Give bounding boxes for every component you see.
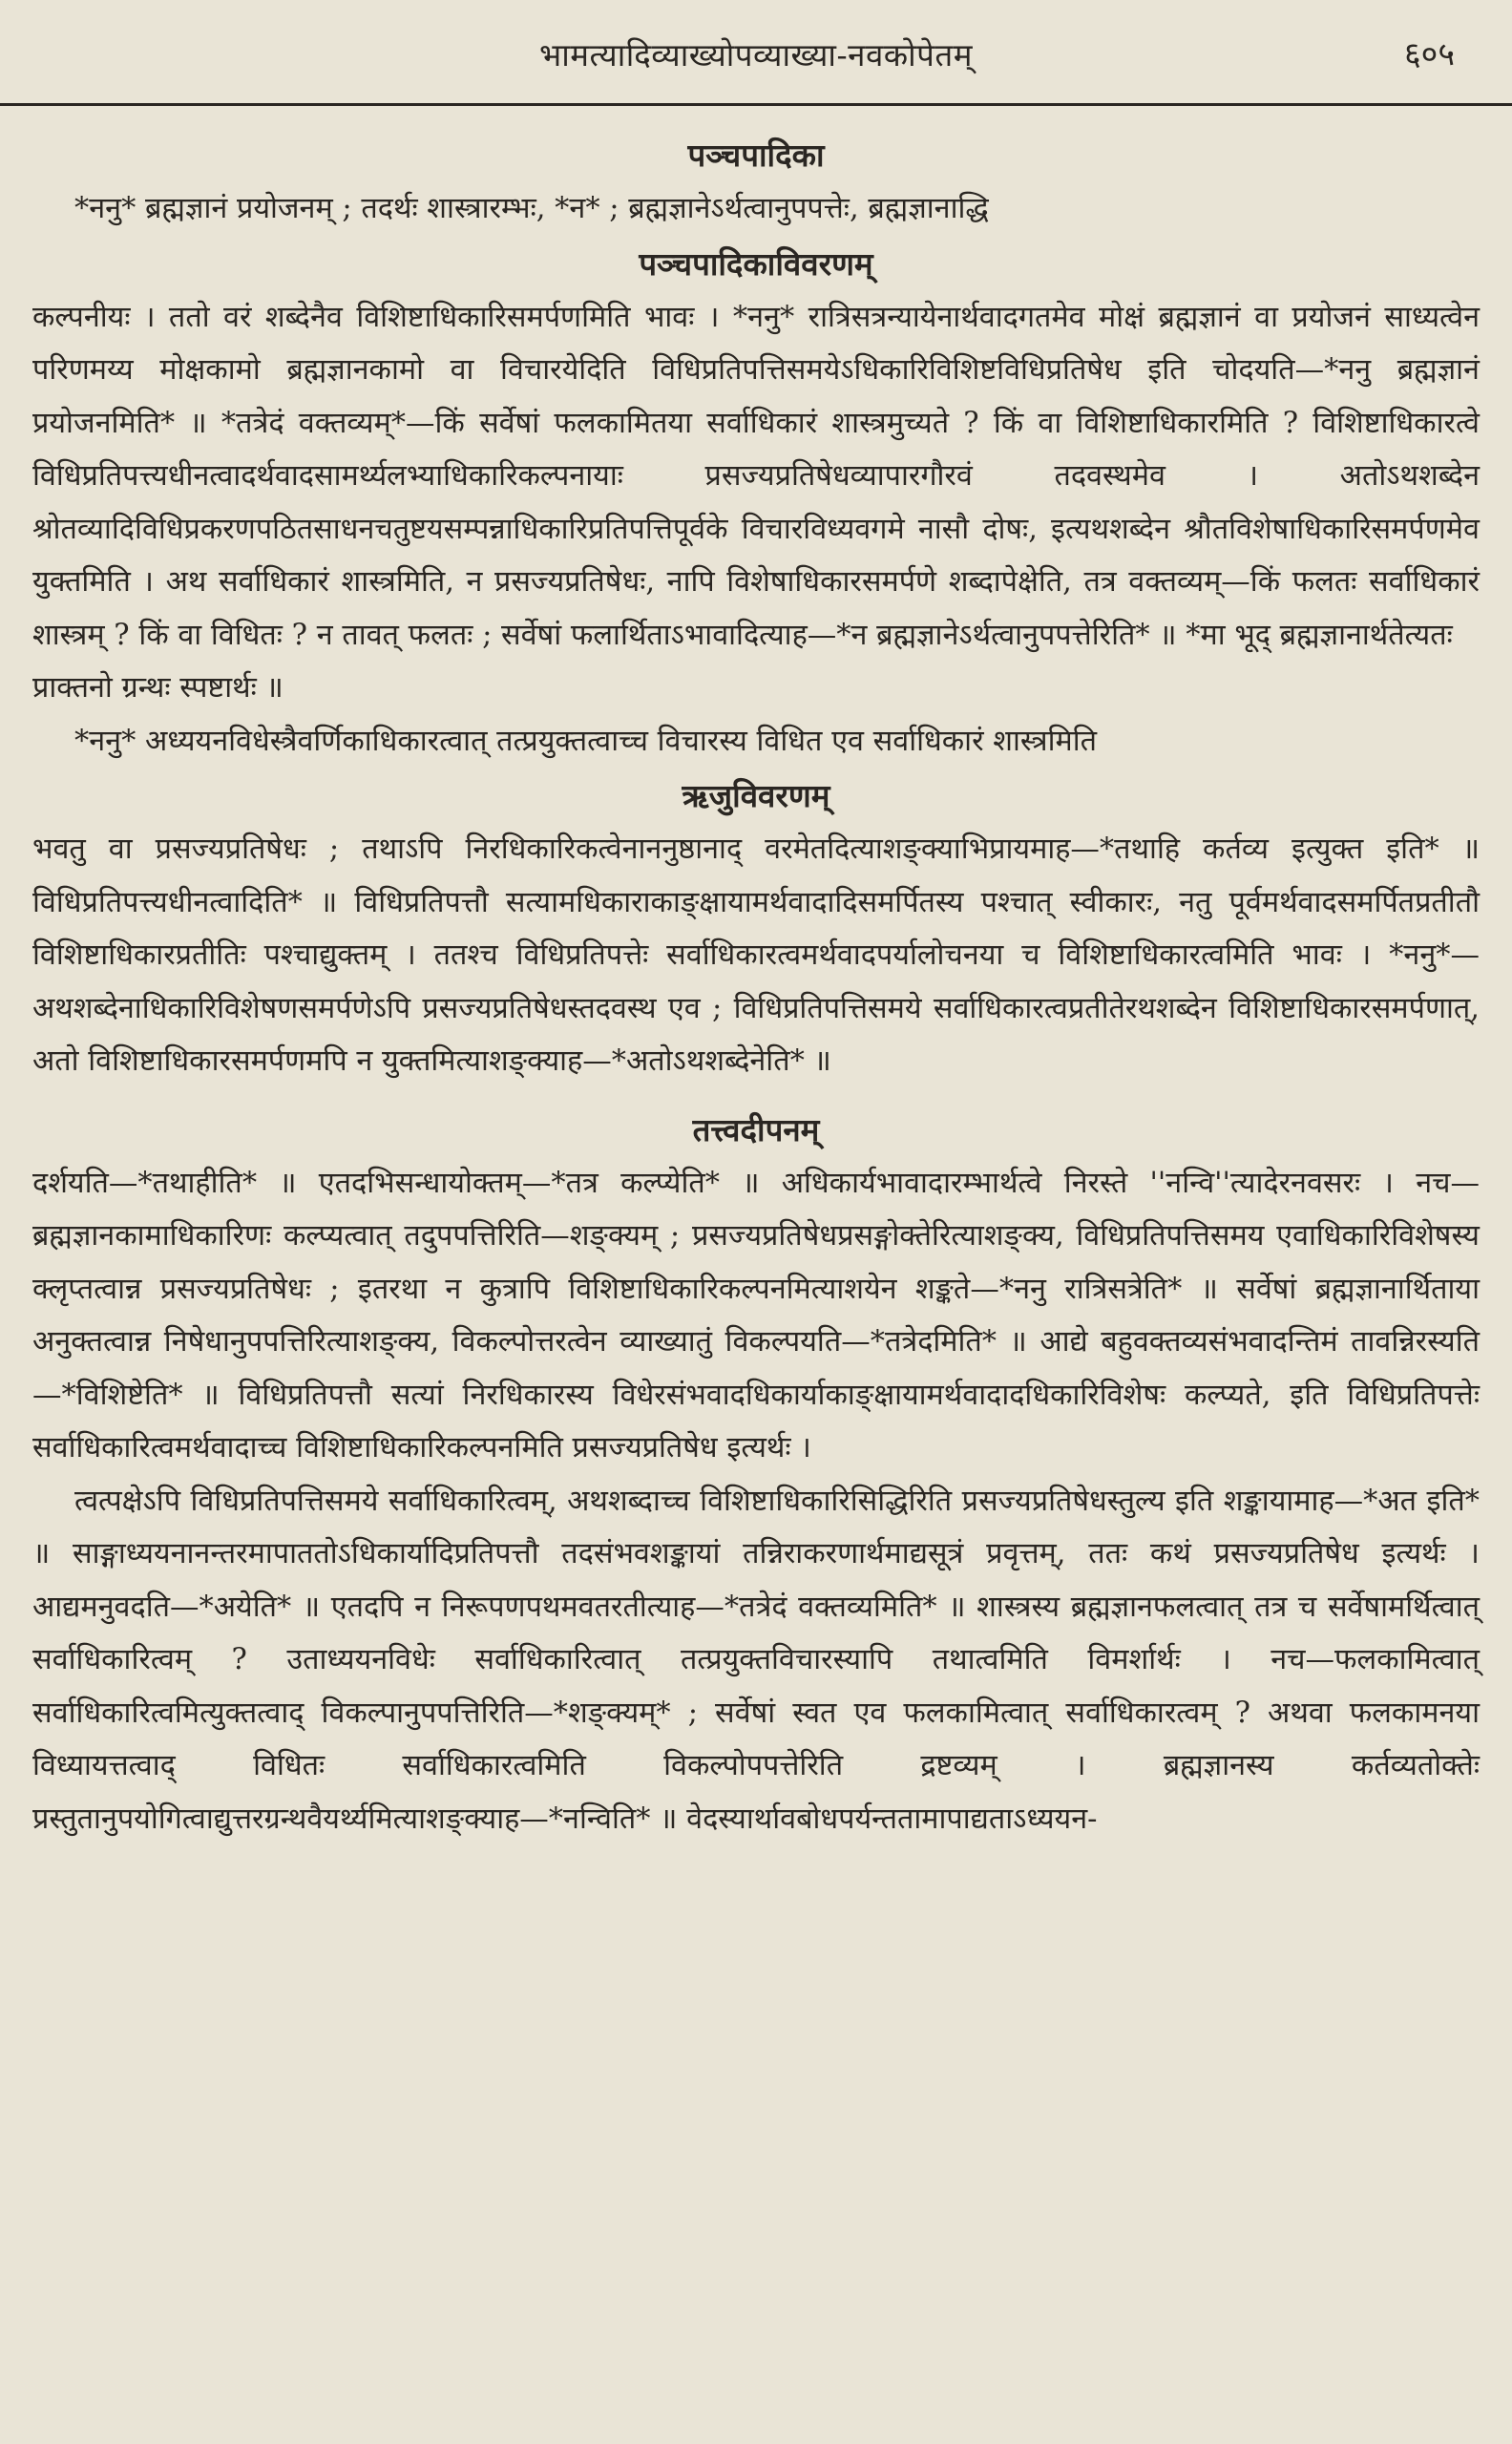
running-header xyxy=(31,27,1481,84)
tattvadipana-paragraph-1: दर्शयति—*तथाहीति* ॥ एतदभिसन्धायोक्तम्—*तत्र कल्प्येति* ॥ अधिकार्यभावादारम्भार्थत्वे निरस्ते ''नन्वि''त्यादेरनवसरः । नच—ब्रह्मज्ञानकामाधिकारिणः कल्प्यत्वात् तदुपपत्तिरिति—शङ्क्यम् ; प्रसज्यप्रतिषेधप्रसङ्गोक्तेरित्याशङ्क्य, विधिप्रतिपत्तिसमय एवाधिकारिविशेषस्य क्लृप्तत्वान्न प्रसज्यप्रतिषेधः ; इतरथा न कुत्रापि विशिष्टाधिकारिकल्पनमित्याशयेन शङ्कते—*ननु रात्रिसत्रेति* ॥ सर्वेषां ब्रह्मज्ञानार्थिताया अनुक्तत्वान्न निषेधानुपपत्तिरित्याशङ्क्य, विकल्पोत्तरत्वेन व्याख्यातुं विकल्पयति—*तत्रेदमिति* ॥ आद्ये बहुवक्तव्यसंभवादन्तिमं तावन्निरस्यति—*विशिष्टेति* ॥ विधिप्रतिपत्तौ सत्यां निरधिकारस्य विधेरसंभवादधिकार्याकाङ्क्षायामर्थवादादधिकारिविशेषः कल्प्यते, इति विधिप्रतिपत्तेः सर्वाधिकारित्वमर्थवादाच्च विशिष्टाधिकारिकल्पनमिति प्रसज्यप्रतिषेध इत्यर्थः । xyxy=(32,1166,1480,1464)
section-heading-panchapadika: पञ्चपादिका xyxy=(687,137,825,174)
rjuvivarana-paragraph: भवतु वा प्रसज्यप्रतिषेधः ; तथाऽपि निरधिकारिकत्वेनाननुष्ठानाद् वरमेतदित्याशङ्क्याभिप्रायमाह—*तथाहि कर्तव्य इत्युक्त इति* ॥ विधिप्रतिपत्त्यधीनत्वादिति* ॥ विधिप्रतिपत्तौ सत्यामधिकाराकाङ्क्षायामर्थवादादिसमर्पितस्य पश्चात् स्वीकारः, नतु पूर्वमर्थवादसमर्पितप्रतीतौ विशिष्टाधिकारप्रतीतिः पश्चाद्युक्तम् । ततश्च विधिप्रतिपत्तेः सर्वाधिकारत्वमर्थवादपर्यालोचनया च विशिष्टाधिकारत्वमिति भावः । *ननु*—अथशब्देनाधिकारिविशेषणसमर्पणेऽपि प्रसज्यप्रतिषेधस्तदवस्थ एव ; विधिप्रतिपत्तिसमये सर्वाधिकारत्वप्रतीतेरथशब्देन विशिष्टाधिकारसमर्पणात्, अतो विशिष्टाधिकारसमर्पणमपि न युक्तमित्याशङ्क्याह—*अतोऽथशब्देनेति* ॥ xyxy=(32,832,1480,1078)
section-heading-rjuvivarana: ऋजुविवरणम् xyxy=(682,777,830,814)
tattvadipana-paragraph-2: त्वत्पक्षेऽपि विधिप्रतिपत्तिसमये सर्वाधिकारित्वम्, अथशब्दाच्च विशिष्टाधिकारिसिद्धिरिति प्रसज्यप्रतिषेधस्तुल्य इति शङ्कायामाह—*अत इति* ॥ साङ्गाध्ययनानन्तरमापाततोऽधिकार्यादिप्रतिपत्तौ तदसंभवशङ्कायां तन्निराकरणार्थमाद्यसूत्रं प्रवृत्तम्, ततः कथं प्रसज्यप्रतिषेध इत्यर्थः । आद्यमनुवदति—*अयेति* ॥ एतदपि न निरूपणपथमवतरतीत्याह—*तत्रेदं वक्तव्यमिति* ॥ शास्त्रस्य ब्रह्मज्ञानफलत्वात् तत्र च सर्वेषामर्थित्वात् सर्वाधिकारित्वम् ? उताध्ययनविधेः सर्वाधिकारित्वात् तत्प्रयुक्तविचारस्यापि तथात्वमिति विमर्शार्थः । नच—फलकामित्वात् सर्वाधिकारित्वमित्युक्तत्वाद् विकल्पानुपपत्तिरिति—*शङ्क्यम्* ; सर्वेषां स्वत एव फलकामित्वात् सर्वाधिकारत्वम् ? अथवा फलकामनया विध्यायत्तत्वाद् विधितः सर्वाधिकारत्वमिति विकल्पोपपत्तेरिति द्रष्टव्यम् । ब्रह्मज्ञानस्य कर्तव्यतोक्तेः प्रस्तुतानुपयोगित्वाद्युत्तरग्रन्थवैयर्थ्यमित्याशङ्क्याह—*नन्विति* ॥ वेदस्यार्थावबोधपर्यन्ततामापाद्यताऽध्ययन- xyxy=(32,1484,1480,1836)
page-content xyxy=(0,106,1512,1845)
section-heading-tattvadipana: तत्त्वदीपनम् xyxy=(692,1110,820,1148)
vivarana-paragraph-2: प्राक्तनो ग्रन्थः स्पष्टार्थः ॥ xyxy=(32,671,284,705)
running-title: भामत्यादिव्याख्योपव्याख्या-नवकोपेतम् xyxy=(539,36,973,74)
page-number: ६०५ xyxy=(1403,35,1455,74)
vivarana-paragraph-3: *ननु* अध्ययनविधेस्त्रैवर्णिकाधिकारत्वात् तत्प्रयुक्तत्वाच्च विचारस्य विधित एव सर्वाधिकारं शास्त्रमिति xyxy=(74,724,1098,758)
panchapadika-text: *ननु* ब्रह्मज्ञानं प्रयोजनम् ; तदर्थः शास्त्रारम्भः, *न* ; ब्रह्मज्ञानेऽर्थत्वानुपपत्तेः, ब्रह्मज्ञानाद्धि xyxy=(74,192,989,225)
section-heading-vivarana: पञ्चपादिकाविवरणम् xyxy=(639,244,873,283)
vivarana-paragraph-1: कल्पनीयः । ततो वरं शब्देनैव विशिष्टाधिकारिसमर्पणमिति भावः । *ननु* रात्रिसत्रन्यायेनार्थवादगतमेव मोक्षं ब्रह्मज्ञानं वा प्रयोजनं साध्यत्वेन परिणमय्य मोक्षकामो ब्रह्मज्ञानकामो वा विचारयेदिति विधिप्रतिपत्तिसमयेऽधिकारिविशिष्टविधिप्रतिषेध इति चोदयति—*ननु ब्रह्मज्ञानं प्रयोजनमिति* ॥ *तत्रेदं वक्तव्यम्*—किं सर्वेषां फलकामितया सर्वाधिकारं शास्त्रमुच्यते ? किं वा विशिष्टाधिकारमिति ? विशिष्टाधिकारत्वे विधिप्रतिपत्त्यधीनत्वादर्थवादसामर्थ्यलभ्याधिकारिकल्पनायाः प्रसज्यप्रतिषेधव्यापारगौरवं तदवस्थमेव । अतोऽथशब्देन श्रोतव्यादिविधिप्रकरणपठितसाधनचतुष्टयसम्पन्नाधिकारिप्रतिपत्तिपूर्वके विचारविध्यवगमे नासौ दोषः, इत्यथशब्देन श्रौतविशेषाधिकारिसमर्पणमेव युक्तमिति । अथ सर्वाधिकारं शास्त्रमिति, न प्रसज्यप्रतिषेधः, नापि विशेषाधिकारसमर्पणे शब्दापेक्षेति, तत्र वक्तव्यम्—किं फलतः सर्वाधिकारं शास्त्रम् ? किं वा विधितः ? न तावत् फलतः ; सर्वेषां फलार्थिताऽभावादित्याह—*न ब्रह्मज्ञानेऽर्थत्वानुपपत्तेरिति* ॥ *मा भूद् ब्रह्मज्ञानार्थतेत्यतः xyxy=(32,300,1480,652)
section-gap xyxy=(32,1088,1480,1102)
